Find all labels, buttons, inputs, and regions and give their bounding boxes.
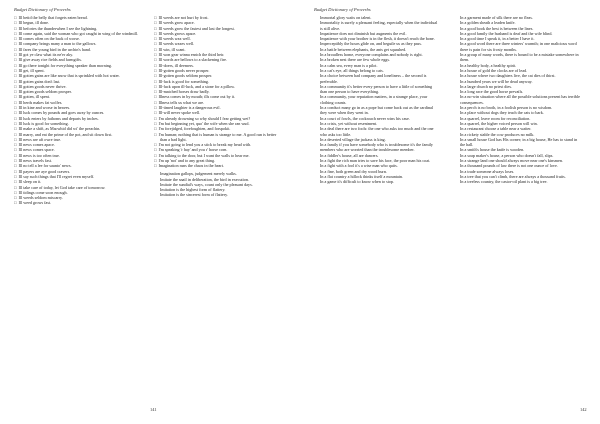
proverb-entry: In a flat country a hillock thinks itself a mountain. xyxy=(320,173,404,179)
proverb-entry: In a fight with a fool it's a wise man who quits. xyxy=(320,163,398,169)
proverb-entry: In a quarrel, leave room for reconciliation. xyxy=(460,115,531,121)
proverb-entry: □ Illness comes in by mouth; ills come out by it. xyxy=(154,94,280,99)
left-column-1 xyxy=(14,15,140,206)
proverb-entry: □ Illness tells us what we are. xyxy=(154,100,280,105)
proverb-entry: In a restaurant choose a table near a waiter. xyxy=(460,126,532,132)
proverb-entry: □ Ill tidings come soon enough. xyxy=(14,190,140,195)
page-number: 141 xyxy=(150,407,157,412)
proverb-entry: Imitate the snail in deliberation, the bird in execution. xyxy=(160,176,249,182)
proverb-entry: In a rickety stable the cow produces no milk. xyxy=(460,131,535,137)
proverb-entry: In a conduct many go in as a pope but come back out as the cardinal they were when they went in. xyxy=(320,105,434,116)
proverb-entry: □ I'm not going to lend you a stick to break my head with. xyxy=(154,142,280,147)
proverb-entry: □ Ill payers are aye good cravers. xyxy=(14,169,140,174)
proverb-entry: □ Ill weeds are not hurt by frost. xyxy=(154,15,280,20)
proverb-entry: □ Ill-luck is good for something. xyxy=(154,79,280,84)
proverb-entry: In a place without dogs they teach the cats to bark. xyxy=(460,110,544,116)
proverb-entry: □ Ill luck enters by fathoms and departs by inches. xyxy=(14,116,140,121)
proverb-entry: □ Ill come again, said the woman who got caught in wing of the windmill. xyxy=(14,31,140,36)
proverb-entry: In a calm sea, every man is a pilot. xyxy=(320,62,378,68)
proverb-entry: In a good time I speak it, in a better I have it. xyxy=(460,36,535,42)
proverb-entry: □ Ill say such things that I'll regret even myself. xyxy=(14,174,140,179)
proverb-entry: □ Ill comes often on the back of worse. xyxy=(14,36,140,41)
proverb-entry: □ Ill weeds grow apace. xyxy=(154,20,280,25)
proverb-entry: □ Ill betid the belly that forgets eaten bread. xyxy=(14,15,140,20)
proverb-entry: □ Ill news travels fast. xyxy=(14,158,140,163)
proverb-entry: □ Ill won gear winna enrich the third heir. xyxy=(154,52,280,57)
proverb-entry: Imperceptibly the hours glide on, and beguile us as they pass. xyxy=(320,41,422,47)
proverb-entry: □ Ill gotten goods seldom prosper. xyxy=(14,89,140,94)
proverb-entry: In a thousand pounds of law there is not one ounce of love. xyxy=(460,163,558,169)
proverb-entry: Imitation is the sincerest form of flattery. xyxy=(160,192,228,198)
proverb-entry: In a choice between bad company and loneliness – the second is preferable. xyxy=(320,73,427,84)
proverb-entry: □ Ill-will never spoke well. xyxy=(154,110,280,115)
proverb-entry: In a group of many words, there is bound to be a mistake somewhere in them. xyxy=(460,52,579,63)
proverb-entry: □ Ill words are bellows to a slackening fire. xyxy=(154,57,280,62)
proverb-entry: □ Ill news is too often true. xyxy=(14,153,140,158)
proverb-entry: □ Ill company brings many a man to the gallows. xyxy=(14,41,140,46)
proverb-entry: □ Ill gotten goods never thrive. xyxy=(14,84,140,89)
proverb-entry: In a tree that you can't climb, there are always a thousand fruits. xyxy=(460,173,566,179)
proverb-entry: In a crisis, yet without resentment. xyxy=(320,120,378,126)
proverb-entry: □ I'm talking to the door, but I want the walls to hear me. xyxy=(154,153,280,158)
proverb-entry: □ Ill-gotten goods never prosper. xyxy=(154,68,280,73)
proverb-entry: In a good book the best is between the lines. xyxy=(460,25,534,31)
proverb-entry: In a smith's house the knife is wooden. xyxy=(460,147,525,153)
proverb-entry: □ Ill weeds waxes well. xyxy=(154,41,280,46)
proverb-entry: □ Ill get, ill spent. xyxy=(14,68,140,73)
page-number: 142 xyxy=(580,407,587,412)
proverb-entry: □ I'm speaking 'r hay' and you r' horse corn. xyxy=(154,147,280,152)
right-column-1 xyxy=(314,15,440,185)
proverb-entry: □ I'm already drowning so why should I fear getting wet? xyxy=(154,116,280,121)
proverb-entry: □ Ill-gotten goods seldom prosper. xyxy=(154,73,280,78)
proverb-entry: □ Ill gotten, ill spent. xyxy=(14,94,140,99)
right-page xyxy=(300,0,600,424)
right-column-2 xyxy=(454,15,580,185)
left-column-2-bottom xyxy=(154,171,280,197)
proverb-entry: □ Ill make a shift, as Macwhid did wi' the preachin. xyxy=(14,126,140,131)
proverb-entry: In a perch is no broth, in a foolish person is no wisdom. xyxy=(460,105,553,111)
proverb-entry: In a good word there are three winters' warmth; in one malicious word there is pain for six frosty months. xyxy=(460,41,577,52)
proverb-entry: □ Ill luck is good for something. xyxy=(14,121,140,126)
proverb-entry: Immortality is surely a pleasant feeling, especially when the individual is still alive. xyxy=(320,20,438,31)
proverb-entry: In a hundred years we will be dead anyway. xyxy=(460,78,533,84)
proverb-entry: □ Ill win, ill scant. xyxy=(154,47,280,52)
proverb-entry: □ Ill marry, and eat the prime of the pot, and sit down first. xyxy=(14,132,140,137)
proverb-entry: In a battle between elephants, the ants get squashed. xyxy=(320,46,407,52)
proverb-entry: In a good family the husband is deaf and the wife blind. xyxy=(460,30,553,36)
proverb-entry: □ Ill news are aft owre true. xyxy=(14,137,140,142)
proverb-entry: In a treeless country, the castor-oil plant is a big tree. xyxy=(460,179,548,185)
proverb-entry: Impatience does not diminish but augments the evil. xyxy=(320,30,407,36)
proverb-entry: In a family if you have somebody who is troublesome it's the family members who are worried than the troublesome member. xyxy=(320,142,433,153)
proverb-entry: Immortal glory waits on talent. xyxy=(320,15,372,20)
proverb-entry: □ Ill news comes apace. xyxy=(14,142,140,147)
proverb-entry: □ Ill take care of today, let God take care of tomorrow. xyxy=(14,185,140,190)
proverb-entry: □ Ill weeds grows apace. xyxy=(154,31,280,36)
proverb-entry: □ I'm but beginning yet, quo' the wife when she ran wud. xyxy=(154,121,280,126)
proverb-entry: □ Ill-doers, ill deemers. xyxy=(154,63,280,68)
proverb-entry: Imitation is the highest form of flattery. xyxy=(160,187,226,193)
proverb-entry: In a golden sheath a leaden knife. xyxy=(460,20,516,26)
left-column-2 xyxy=(154,15,280,198)
proverb-entry: □ Ill fares the young bird in the urchin's hand. xyxy=(14,47,140,52)
proverb-entry: □ I'm human; nothing that is human is strange to me. A good run is better than a bad light. xyxy=(154,132,280,143)
proverb-entry: □ Imagination runs the chaos in the heart. xyxy=(154,163,280,168)
proverb-entry: □ Ill weeds wax well. xyxy=(154,36,280,41)
proverb-entry: In a broadless home, everyone complains and nobody is right. xyxy=(320,52,423,58)
proverb-entry: □ I'm forejidged, forefoughten, and forspokit. xyxy=(154,126,280,131)
proverb-entry: □ Ill begun, ill done. xyxy=(14,20,140,25)
proverb-entry: □ Ill in kine and worse in heaves. xyxy=(14,105,140,110)
left-column-2-top xyxy=(154,15,280,169)
proverb-entry: □ Ill herds makes fat wolfes. xyxy=(14,100,140,105)
proverb-entry: □ Ill luck comes by pounds and goes away by ounces. xyxy=(14,110,140,115)
proverb-entry: Imitate the sundial's ways, count only the pleasant days. xyxy=(160,181,253,187)
proverb-entry: In a strange land one should always move near one's kinsmen. xyxy=(460,158,563,164)
proverb-entry: In a fight the rich man tries to save his face, the poor man his coat. xyxy=(320,158,431,164)
proverb-entry: □ Ill give away rice fields and farmgifts. xyxy=(14,57,140,62)
proverb-entry: □ Ill-luck upon ill-luck, and a stone for a pillow. xyxy=(154,84,280,89)
proverb-entry: In a soap maker's house, a person who doesn't fall, slips. xyxy=(460,152,554,158)
proverb-entry: □ Ill weeds seldom miscarry. xyxy=(14,195,140,200)
proverb-entry: In a house of gold the clocks are of lead. xyxy=(460,67,528,73)
proverb-entry: □ Ill sleep on it. xyxy=(14,179,140,184)
proverb-entry: In a quarrel, the higher voiced person will win. xyxy=(460,120,538,126)
proverb-entry: □ Ill no tell a lee for saunto' news. xyxy=(14,163,140,168)
proverb-entry: □ Ill weed grows fast. xyxy=(14,200,140,205)
proverb-entry: In a game it's difficult to know when to stop. xyxy=(320,179,395,185)
proverb-entry: In a fiddler's house, all are dancers. xyxy=(320,152,379,158)
proverb-entry: Impatience with your brother is in the flesh, it doesn't reach the bone. xyxy=(320,36,435,42)
proverb-entry: In a fine, both green and dry wood burn. xyxy=(320,168,387,174)
proverb-entry: In a court of fowls, the cockroach never wins his case. xyxy=(320,115,410,121)
proverb-entry: In a deserted village the jackass is king. xyxy=(320,136,386,142)
proverb-entry: In a community, your reputation matters, in a strange place, your clothing counts. xyxy=(320,94,428,105)
proverb-entry: In a long race the good horse prevails. xyxy=(460,89,524,95)
proverb-entry: In a trade someone always loses. xyxy=(460,168,515,174)
proverb-entry: In a small house God has His corner; in a big house, He has to stand in the hall. xyxy=(460,136,578,148)
page-header: Budget Dictionary of Proverbs xyxy=(314,7,371,12)
proverb-entry: □ Ill news comes space. xyxy=(14,147,140,152)
proverb-entry: In a house where two daughters live, the cat dies of thirst. xyxy=(460,73,556,79)
proverb-entry: □ Ill got ye claw what its ne'er aky. xyxy=(14,52,140,57)
proverb-entry: In a community it's better every person to have a little of something than one person to have everything. xyxy=(320,83,433,95)
proverb-entry: □ Ill weeds grow the fastest and last the longest. xyxy=(154,26,280,31)
proverb-entry: In a broken nest there are few whole eggs. xyxy=(320,57,391,63)
proverb-entry: □ Ill-matched horses draw badly. xyxy=(154,89,280,94)
proverb-entry: In a deal there are two fools: the one who asks too much and the one who asks too little. xyxy=(320,126,434,137)
proverb-entry: □ Ill gotten gains are like snow that is sprinkled with hot water. xyxy=(14,73,140,78)
proverb-entry: □ Ill gotten gains don't last. xyxy=(14,79,140,84)
proverb-entry: □ Ill-timed laughter is a dangerous evil. xyxy=(154,105,280,110)
proverb-entry: Imagination gallops, judgement merely walks. xyxy=(160,171,237,177)
page-header: Budget Dictionary of Proverbs xyxy=(14,7,71,12)
proverb-entry: In a no-win situation where all the possible solutions present has terrible consequences. xyxy=(460,94,580,105)
proverb-entry: In a cat's eye, all things belong to cats. xyxy=(320,67,384,73)
proverb-entry: In a large church no priest dies. xyxy=(460,83,513,89)
proverb-entry: In a garment made of silk there are no fleas. xyxy=(460,15,533,20)
proverb-entry: □ Ill go there tonight for everything speaker than morning. xyxy=(14,63,140,68)
proverb-entry: □ I'm up 'not' and to any great thing. xyxy=(154,158,280,163)
proverb-entry: □ Ill befortes the thunderwhen I see the lightning. xyxy=(14,26,140,31)
proverb-entry: In a healthy body, a healthy spirit. xyxy=(460,62,517,68)
